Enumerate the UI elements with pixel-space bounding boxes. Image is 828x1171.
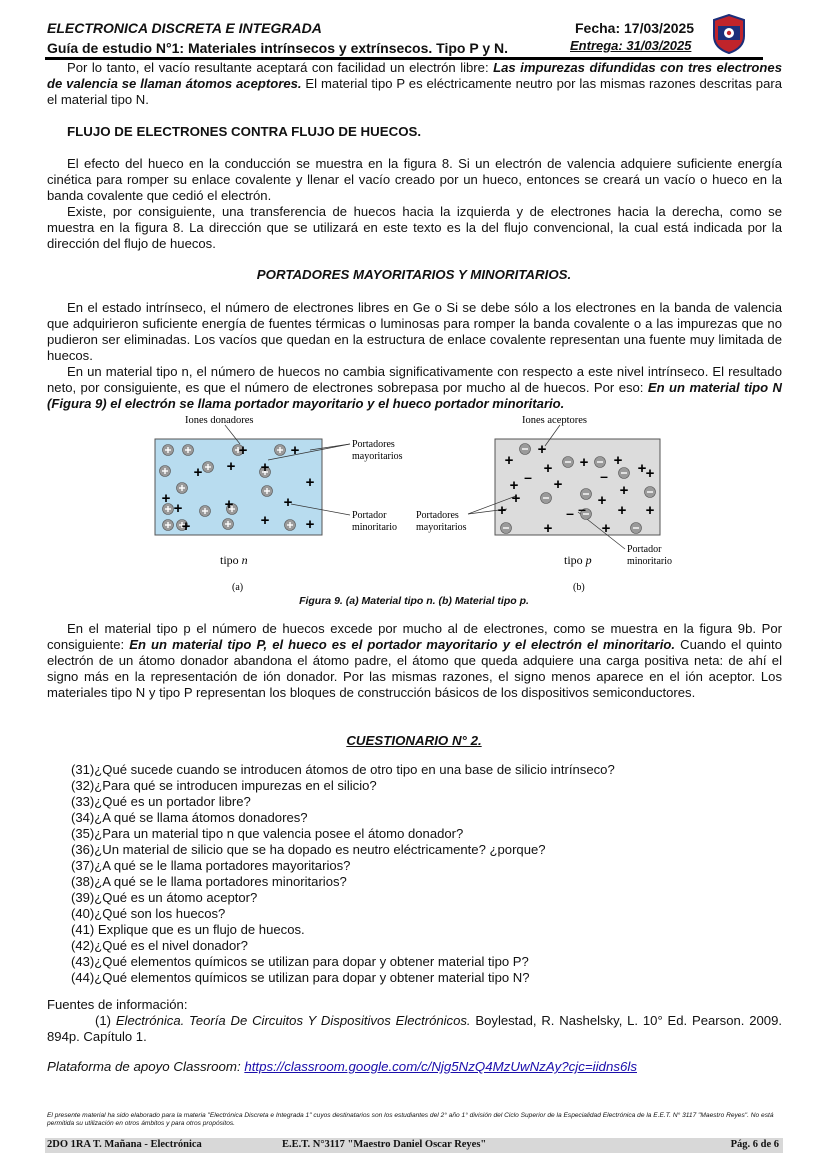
plus-sign: + [193, 464, 203, 481]
donor-ion-icon [160, 466, 171, 477]
acceptor-ion-icon [595, 457, 606, 468]
date-label: Fecha: 17/03/2025 [575, 20, 695, 36]
minus-sign: – [524, 469, 532, 485]
label-tipo-p: tipo p [564, 553, 592, 567]
plus-sign: + [613, 452, 623, 469]
plus-sign: + [553, 476, 563, 493]
minus-sign: – [566, 505, 574, 521]
classroom-line [47, 1059, 637, 1074]
donor-ion-icon [163, 445, 174, 456]
label-portador-minoritario-a-1: Portador [352, 510, 387, 521]
plus-sign: + [305, 474, 315, 491]
label-portador-minoritario-b-2: minoritario [627, 556, 672, 567]
plus-sign: + [597, 492, 607, 509]
question-list [71, 762, 615, 986]
acceptor-ion-icon [520, 444, 531, 455]
donor-ion-icon [285, 520, 296, 531]
acceptor-ion-icon [645, 487, 656, 498]
footer-bar [45, 1138, 783, 1153]
panel-tipo-p [495, 439, 660, 535]
plus-sign: + [173, 500, 183, 517]
question-item: (31)¿Qué sucede cuando se introducen átomos de otro tipo en una base de silicio intrínseco? [71, 762, 615, 777]
plus-sign: + [181, 518, 191, 535]
plus-sign: + [497, 502, 507, 519]
plus-sign: + [290, 442, 300, 459]
plus-sign: + [224, 496, 234, 513]
donor-ion-icon [203, 462, 214, 473]
acceptor-ion-icon [619, 468, 630, 479]
question-item: (43)¿Qué elementos químicos se utilizan para dopar y obtener material tipo P? [71, 954, 529, 969]
plus-sign: + [617, 502, 627, 519]
plus-sign: + [637, 460, 647, 477]
question-item: (39)¿Qué es un átomo aceptor? [71, 890, 258, 905]
plus-sign: + [619, 482, 629, 499]
sources-heading: Fuentes de información: [47, 997, 188, 1012]
plus-sign: + [260, 459, 270, 476]
question-item: (38)¿A qué se le llama portadores minoritarios? [71, 874, 347, 889]
label-portador-minoritario-a-2: minoritario [352, 522, 397, 533]
acceptor-ion-icon [541, 493, 552, 504]
figure-9-caption: Figura 9. (a) Material tipo n. (b) Material tipo p. [299, 595, 529, 607]
question-item: (40)¿Qué son los huecos? [71, 906, 226, 921]
section-heading-portadores: PORTADORES MAYORITARIOS Y MINORITARIOS. [256, 267, 572, 282]
cuestionario-heading: CUESTIONARIO N° 2. [346, 733, 482, 748]
label-portadores-mayoritarios-a-1: Portadores [352, 439, 395, 450]
plus-sign: + [504, 452, 514, 469]
plus-sign: + [226, 458, 236, 475]
acceptor-ion-icon [631, 523, 642, 534]
school-logo-icon [712, 14, 746, 54]
plus-sign: + [283, 494, 293, 511]
sources-reference: (1) Electrónica. Teoría De Circuitos Y Dispositivos Electrónicos. Boylestad, R. Nashelsky, L. 10° Ed. Pearson. 2009. 894p. Capítulo 1. [47, 1013, 782, 1044]
plus-sign: + [161, 490, 171, 507]
question-item: (32)¿Para qué se introducen impurezas en el silicio? [71, 778, 377, 793]
plus-sign: + [601, 520, 611, 537]
plus-sign: + [509, 477, 519, 494]
section-portadores-body: En el estado intrínseco, el número de electrones libres en Ge o Si se debe sólo a los electrones en la banda de valencia que adquirieron suficiente energía de fuentes térmicas o luminosas para romper la banda covalente o a las impurezas que no pudieron ser eliminadas. Los vacíos que quedan en la estructura de enlace covalente representan una fuente muy limitada de huecos. En un material tipo n, el número de huecos no cambia significativamente con respecto a este nivel intrínseco. El resultado neto, por consiguiente, es que el número de electrones sobrepasa por mucho al de huecos. Por eso: En un material tipo N (Figura 9) el electrón se llama portador mayoritario y el hueco portador minoritario. [47, 300, 782, 411]
footer-disclaimer: El presente material ha sido elaborado para la materia "Electrónica Discreta e Integrada 1" cuyos destinatarios son los estudiantes del 2° año 1° división del Ciclo Superior de la Especialidad Electrónica de la E.E.T. N° 3117 "Maestro Reyes". No está permitida su utilización en otros ámbitos y para otros propósitos. [47, 1112, 774, 1127]
label-tipo-n: tipo n [220, 553, 248, 567]
plus-sign: + [238, 442, 248, 459]
donor-ion-icon [262, 486, 273, 497]
acceptor-ion-icon [563, 457, 574, 468]
minus-sign: – [600, 468, 608, 484]
donor-ion-icon [163, 520, 174, 531]
question-item: (37)¿A qué se le llama portadores mayoritarios? [71, 858, 351, 873]
question-item: (34)¿A qué se llama átomos donadores? [71, 810, 308, 825]
plus-sign: + [537, 441, 547, 458]
label-sub-b: (b) [573, 582, 585, 593]
due-date-label: Entrega: 31/03/2025 [570, 38, 692, 53]
question-item: (41) Explique que es un flujo de huecos. [71, 922, 305, 937]
label-sub-a: (a) [232, 582, 244, 593]
acceptor-ion-icon [501, 523, 512, 534]
donor-ion-icon [183, 445, 194, 456]
minus-sign: – [578, 501, 586, 517]
document-title: ELECTRONICA DISCRETA E INTEGRADA [47, 20, 322, 36]
section-flujo-body: El efecto del hueco en la conducción se muestra en la figura 8. Si un electrón de valencia adquiere suficiente energía cinética para romper su enlace covalente y llenar el vacío creado por un hueco, entonces se creará un vacío o hueco en la banda covalente que cedió el electrón. Existe, por consiguiente, una transferencia de huecos hacia la izquierda y de electrones hacia la derecha, como se muestra en la figura 8. La dirección que se utilizará en este texto es la del flujo convencional, la cual está indicada por la dirección del flujo de huecos. [47, 156, 782, 251]
plus-sign: + [579, 454, 589, 471]
label-portador-minoritario-b-1: Portador [627, 544, 662, 555]
question-item: (33)¿Qué es un portador libre? [71, 794, 251, 809]
footer-school: E.E.T. N°3117 "Maestro Daniel Oscar Reyes" [282, 1139, 487, 1150]
plus-sign: + [543, 460, 553, 477]
figure-9-diagram [150, 412, 690, 597]
document-subtitle: Guía de estudio N°1: Materiales intrínsecos y extrínsecos. Tipo P y N. [47, 40, 509, 56]
classroom-link[interactable]: https://classroom.google.com/c/Njg5NzQ4MzUwNzAy?cjc=iidns6ls [244, 1059, 637, 1074]
question-item: (44)¿Qué elementos químicos se utilizan para dopar y obtener material tipo N? [71, 970, 530, 985]
donor-ion-icon [223, 519, 234, 530]
plus-sign: + [260, 512, 270, 529]
donor-ion-icon [177, 483, 188, 494]
footer-page-number: Pág. 6 de 6 [730, 1139, 779, 1150]
question-item: (42)¿Qué es el nivel donador? [71, 938, 248, 953]
plus-sign: + [645, 465, 655, 482]
plus-sign: + [543, 520, 553, 537]
plus-sign: + [305, 516, 315, 533]
footer-course: 2DO 1RA T. Mañana - Electrónica [47, 1139, 202, 1150]
label-iones-aceptores: Iones aceptores [522, 415, 588, 426]
label-portadores-mayoritarios-a-2: mayoritarios [352, 451, 403, 462]
question-item: (35)¿Para un material tipo n que valencia posee el átomo donador? [71, 826, 464, 841]
tipo-p-paragraph: En el material tipo p el número de huecos excede por mucho al de electrones, como se muestra en la figura 9b. Por consiguiente: En un material tipo P, el hueco es el portador mayoritario y el electrón el minoritario. Cuando el quinto electrón de un átomo donador abandona el átomo padre, el átomo que queda adquiere una carga positiva neta: de ahí el signo más en la representación de ión donador. Por las mismas razones, el signo menos aparece en el ión aceptor. Los materiales tipo N y tipo P representan los bloques de construcción básicos de los dispositivos semiconductores. [47, 621, 782, 700]
donor-ion-icon [275, 445, 286, 456]
plus-sign: + [511, 490, 521, 507]
label-iones-donadores: Iones donadores [185, 415, 254, 426]
label-portadores-mayoritarios-b-1: Portadores [416, 510, 459, 521]
plus-sign: + [645, 502, 655, 519]
classroom-label: Plataforma de apoyo Classroom: [47, 1059, 245, 1074]
acceptor-ion-icon [581, 489, 592, 500]
intro-paragraph: Por lo tanto, el vacío resultante aceptará con facilidad un electrón libre: Las impurezas difundidas con tres electrones de valencia se llaman átomos aceptores. El material tipo P es eléctricamente neutro por las mismas razones descritas para el material tipo N. [47, 60, 782, 107]
question-item: (36)¿Un material de silicio que se ha dopado es neutro eléctricamente? ¿porque? [71, 842, 546, 857]
donor-ion-icon [200, 506, 211, 517]
section-heading-flujo: FLUJO DE ELECTRONES CONTRA FLUJO DE HUECOS. [67, 124, 422, 139]
label-portadores-mayoritarios-b-2: mayoritarios [416, 522, 467, 533]
